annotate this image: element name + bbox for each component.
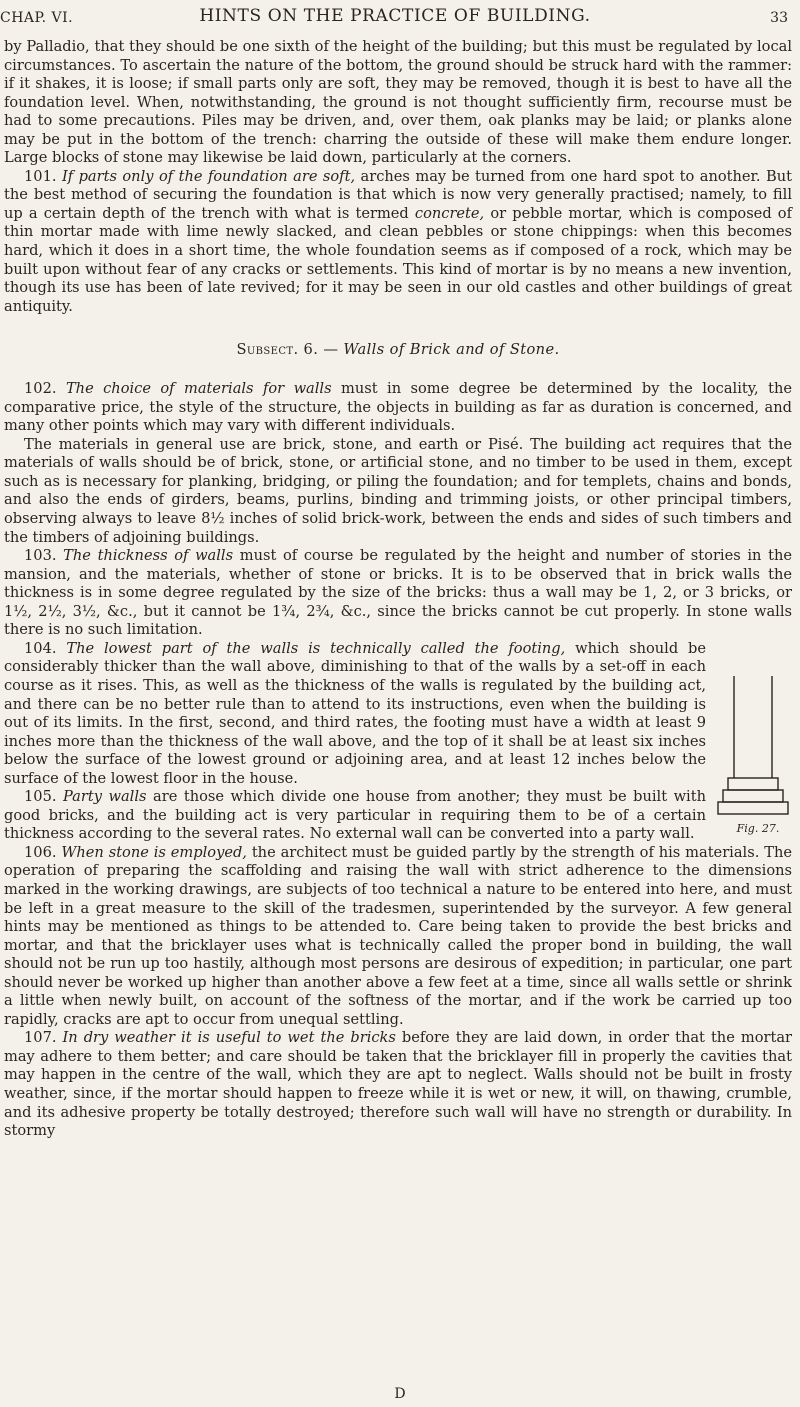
figure-caption: Fig. 27.	[736, 821, 780, 835]
footing-course-2	[723, 790, 783, 802]
paragraph-text: must of course be regulated by the height and number of stories in the mansion, and the materials, whether of stone or bricks. It is to be observed that in brick walls the thickness is in some degree regulated by the size of the bricks: thus a wall may be 1, 2, or 3 bricks, or 1½, 2½, 3½, &c., but it cannot be 1¾, 2¾, &c., since the bricks cannot be cut properly. In stone walls there is no such limitation.	[4, 547, 793, 639]
paragraph-heading: In dry weather it is useful to wet the bricks	[62, 1029, 396, 1047]
paragraph-number: 107.	[24, 1029, 57, 1047]
paragraph-text: or pebble mortar, which is composed of thin mortar made with lime newly slacked, and clean pebbles or stone chippings: when this becomes hard, which it does in a short time, the whole foundation seems as if composed of a rock, which may be built upon without fear of any cracks or settlements. This kind of mortar is by no means a new invention, though its use has been of late revived; for it may be seen in our old castles and other buildings of great antiquity.	[4, 204, 792, 315]
paragraph-continued: by Palladio, that they should be one sixth of the height of the building; but this must be regulated by local circumstances. To ascertain the nature of the bottom, the ground should be struck hard with the rammer: if it shakes, it is loose; if small parts only are soft, they may be removed, though it is best to have all the foundation level. When, notwithstanding, the ground is not thought sufficiently firm, recourse must be had to some precautions. Piles may be driven, and, over them, oak planks may be laid; or planks alone may be put in the bottom of the trench: charring the outside of these will make them endure longer. Large blocks of stone may likewise be laid down, particularly at the corners.	[4, 38, 792, 167]
term: concrete,	[414, 204, 485, 222]
paragraph-102	[4, 380, 792, 436]
paragraph-106	[4, 844, 792, 1029]
body-text	[4, 38, 792, 1141]
running-head	[0, 6, 790, 32]
figure-27	[716, 668, 792, 836]
paragraph-heading: When stone is employed,	[61, 843, 247, 861]
signature-mark: D	[394, 1386, 406, 1402]
subsection-label: Subsect. 6.	[236, 341, 319, 359]
paragraph-number: 103.	[24, 547, 57, 565]
paragraph-text: are those which divide one house from another; they must be built with good bricks, and the building act is very particular in requiring them to be of a certain thickness according to the several rates. No external wall can be converted into a party wall.	[4, 788, 706, 843]
subsection-heading	[4, 340, 792, 360]
wall-footing-section-diagram	[716, 668, 792, 836]
paragraph-text: the architect must be guided partly by the strength of his materials. The operation of preparing the scaffolding and raising the wall with strict adherence to the dimensions marked in the working drawings, are subjects of too technical a nature to be entered into here, and must be left in a great measure to the skill of the tradesmen, superintended by the surveyor. A few general hints may be mentioned as things to be attended to. Care being taken to provide the best bricks and mortar, and that the bricklayer uses what is technically called the proper bond in building, the wall should not be run up too hastily, although most persons are desirous of expedition; in particular, one part should never be worked up higher than another above a few feet at a time, since all walls settle or shrink a little when newly built, on account of the softness of the mortar, and if the work be carried up too rapidly, cracks are apt to occur from unequal settling.	[4, 843, 792, 1028]
paragraph-heading: The choice of materials for walls	[65, 380, 332, 398]
subsection-dash: —	[318, 341, 344, 359]
paragraph-103	[4, 547, 792, 640]
paragraph-heading: If parts only of the foundation are soft,	[61, 167, 356, 185]
page-title: HINTS ON THE PRACTICE OF BUILDING.	[199, 6, 591, 26]
paragraph-number: 104.	[24, 639, 57, 657]
paragraph-heading: The thickness of walls	[63, 547, 234, 565]
subsection-title: Walls of Brick and of Stone.	[343, 341, 560, 359]
paragraph-text: which should be considerably thicker than the wall above, diminishing to that of the walls by a set-off in each course as it rises. This, as well as the thickness of the walls is regulated by the building act, and there can be no better rule than to attend to its instructions, even when the building is out of its limits. In the first, second, and third rates, the footing must have a width at least 9 inches more than the thickness of the wall above, and the top of it shall be at least six inches below the surface of the lowest ground or adjoining area, and at least 12 inches below the surface of the lowest floor in the house.	[4, 639, 707, 787]
paragraph-107	[4, 1029, 792, 1140]
paragraph-101	[4, 168, 792, 316]
paragraph-number: 102.	[24, 380, 57, 398]
paragraph-number: 101.	[24, 167, 57, 185]
paragraph-text: must in some degree be determined by the locality, the comparative price, the style of the structure, the objects in building as far as duration is concerned, and many other points which may vary with different individuals.	[4, 380, 793, 435]
paragraph-104	[4, 640, 792, 788]
paragraph-number: 106.	[24, 843, 57, 861]
paragraph-105	[4, 788, 792, 844]
paragraph-text: before they are laid down, in order that the mortar may adhere to them better; and care should be taken that the bricklayer fill in properly the cavities that may happen in the centre of the wall, which they are apt to neglect. Walls should not be built in frosty weather, since, if the mortar should happen to freeze while it is wet or new, it will, on thawing, crumble, and its adhesive property be totally destroyed; therefore such wall will have no strength or durability. In stormy	[4, 1029, 793, 1140]
chapter-label: CHAP. VI.	[0, 10, 74, 26]
paragraph-heading: Party walls	[63, 788, 147, 806]
paragraph-number: 105.	[24, 788, 57, 806]
page-number: 33	[770, 10, 788, 26]
paragraph-102-materials: The materials in general use are brick, stone, and earth or Pisé. The building act requires that the materials of walls should be of brick, stone, or artificial stone, and no timber to be used in them, except such as is necessary for planking, bridging, or piling the foundation; and for templets, chains and bonds, and also the ends of girders, beams, purlins, binding and trimming joists, or other principal timbers, observing always to leave 8½ inches of solid brick-work, between the ends and sides of such timbers and the timbers of adjoining buildings.	[4, 435, 792, 546]
footing-course-1	[728, 778, 778, 790]
footing-course-3	[718, 802, 788, 814]
paragraph-heading: The lowest part of the walls is technically called the footing,	[66, 639, 566, 657]
paragraph-text: arches may be turned from one hard spot to another. But the best method of securing the foundation is that which is now very generally practised; namely, to fill up a certain depth of the trench with what is termed	[4, 167, 792, 222]
